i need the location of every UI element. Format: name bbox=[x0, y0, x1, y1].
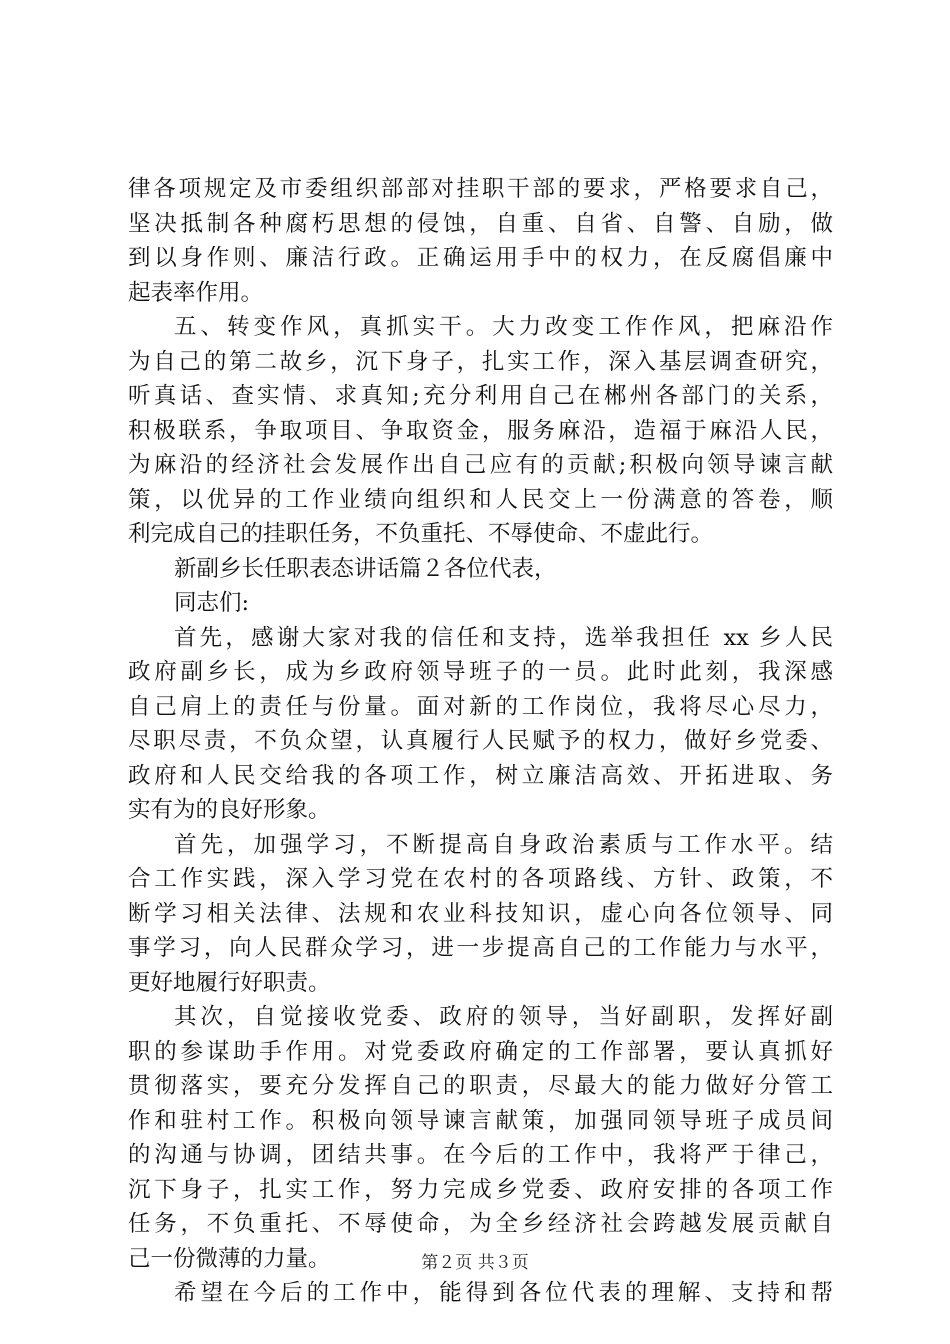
text-line: 政府副乡长，成为乡政府领导班子的一员。此时此刻，我深感 bbox=[128, 659, 833, 685]
text-line: 积极联系，争取项目、争取资金，服务麻沿，造福于麻沿人民， bbox=[128, 417, 833, 444]
text-line: 五、转变作风，真抓实干。大力改变工作作风，把麻沿作 bbox=[174, 314, 833, 340]
text-line: 贯彻落实，要充分发挥自己的职责，尽最大的能力做好分管工 bbox=[128, 1073, 833, 1099]
salutation: 同志们: bbox=[174, 590, 250, 616]
text-line: 策，以优异的工作业绩向组织和人民交上一份满意的答卷，顺 bbox=[128, 486, 833, 513]
text-line: 尽职尽责，不负众望，认真履行人民赋予的权力，做好乡党委、 bbox=[128, 728, 833, 754]
text-line: 首先，加强学习，不断提高自身政治素质与工作水平。结 bbox=[174, 831, 833, 858]
text-line: 希望在今后的工作中，能得到各位代表的理解、支持和帮 bbox=[174, 1280, 833, 1306]
text-line: 坚决抵制各种腐朽思想的侵蚀，自重、自省、自警、自励，做 bbox=[128, 210, 833, 237]
text-line: 己一份微薄的力量。 bbox=[128, 1245, 331, 1272]
text-line: 事学习，向人民群众学习，进一步提高自己的工作能力与水平， bbox=[128, 935, 833, 961]
document-body bbox=[128, 172, 833, 1311]
text-line: 起表率作用。 bbox=[128, 279, 264, 306]
text-line: 的沟通与协调，团结共事。在今后的工作中，我将严于律己， bbox=[128, 1142, 833, 1168]
page-number-footer: 第２页 共３页 bbox=[421, 1253, 529, 1273]
text-line: 作和驻村工作。积极向领导谏言献策，加强同领导班子成员间 bbox=[128, 1107, 833, 1134]
text-line: 更好地履行好职责。 bbox=[128, 969, 331, 996]
text-line: 其次，自觉接收党委、政府的领导，当好副职，发挥好副 bbox=[174, 1004, 833, 1030]
text-line: 到以身作则、廉洁行政。正确运用手中的权力，在反腐倡廉中 bbox=[128, 245, 833, 271]
text-line: 断学习相关法律、法规和农业科技知识，虚心向各位领导、同 bbox=[128, 900, 833, 927]
text-line: 利完成自己的挂职任务，不负重托、不辱使命、不虚此行。 bbox=[128, 521, 714, 547]
text-line: 首先，感谢大家对我的信任和支持，选举我担任 xx 乡人民 bbox=[174, 624, 833, 651]
text-line: 自己肩上的责任与份量。面对新的工作岗位，我将尽心尽力， bbox=[128, 693, 833, 720]
text-line: 政府和人民交给我的各项工作，树立廉洁高效、开拓进取、务 bbox=[128, 762, 833, 789]
text-line: 律各项规定及市委组织部部对挂职干部的要求，严格要求自己， bbox=[128, 176, 833, 202]
text-line: 听真话、查实情、求真知;充分利用自己在郴州各部门的关系， bbox=[128, 383, 833, 409]
text-line: 合工作实践，深入学习党在农村的各项路线、方针、政策，不 bbox=[128, 866, 833, 892]
text-line: 实有为的良好形象。 bbox=[128, 797, 331, 823]
text-line: 任务，不负重托、不辱使命，为全乡经济社会跨越发展贡献自 bbox=[128, 1211, 833, 1237]
text-line: 为自己的第二故乡，沉下身子，扎实工作，深入基层调查研究， bbox=[128, 348, 833, 375]
text-line: 沉下身子，扎实工作，努力完成乡党委、政府安排的各项工作 bbox=[128, 1176, 833, 1203]
text-line: 职的参谋助手作用。对党委政府确定的工作部署，要认真抓好 bbox=[128, 1038, 833, 1065]
section-heading: 新副乡长任职表态讲话篇２各位代表， bbox=[174, 555, 557, 582]
text-line: 为麻沿的经济社会发展作出自己应有的贡献;积极向领导谏言献 bbox=[128, 452, 833, 478]
